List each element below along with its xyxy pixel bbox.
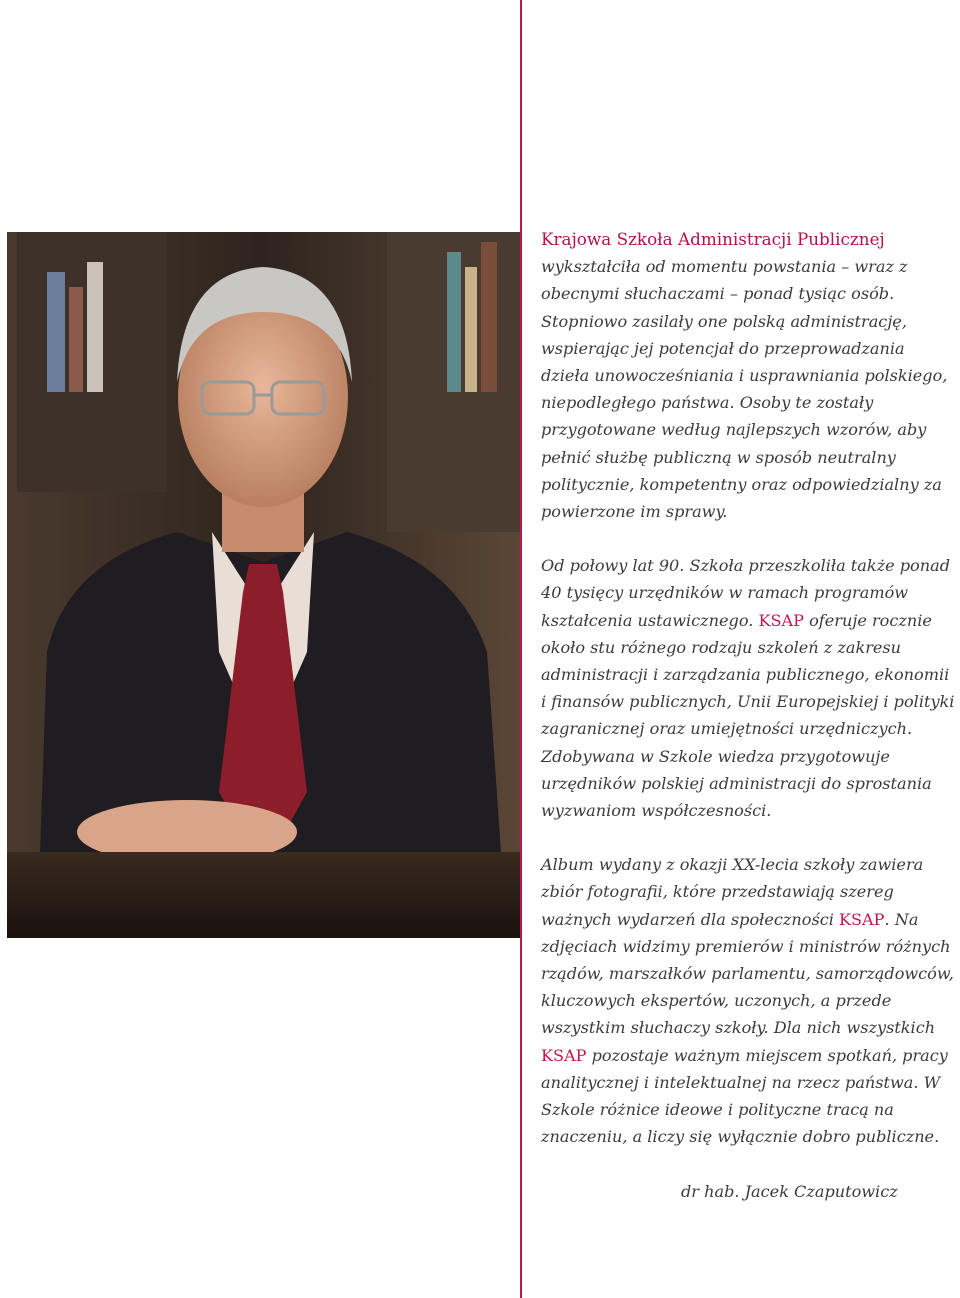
ksap-brand-3: KSAP (541, 1045, 587, 1065)
author-signature: dr hab. Jacek Czaputowicz (681, 1181, 898, 1201)
training-paragraph (541, 552, 956, 824)
training-text-1: Od połowy lat 90. Szkoła przeszkoliła także ponad 40 tysięcy urzędników w ramach programów kształcenia ustawicznego. (541, 556, 950, 630)
text-column (541, 226, 956, 1205)
training-text-2: oferuje rocznie około stu różnego rodzaju szkoleń z zakresu administracji i zarządzania publicznego, ekonomii i finansów publicznych, Unii Europejskiej i polityki zagranicznej oraz umiejętności urzędniczych. Zdobywana w Szkole wiedza przygotowuje urzędników polskiej administracji do sprostania wyzwaniom współczesności. (541, 610, 955, 821)
portrait-photo (7, 232, 520, 938)
school-name-heading: Krajowa Szkoła Administracji Publicznej (541, 229, 885, 249)
ksap-brand-1: KSAP (758, 610, 804, 630)
album-text-2: . Na zdjęciach widzimy premierów i ministrów różnych rządów, marszałków parlamentu, samorządowców, kluczowych ekspertów, uczonych, a przede wszystkim słuchaczy szkoły. Dla nich wszystkich (541, 909, 954, 1038)
intro-body: wykształciła od momentu powstania – wraz z obecnymi słuchaczami – ponad tysiąc osób. Stopniowo zasilały one polską administrację, wspierając jej potencjał do przeprowadzania dzieła unowocześniania i usprawniania polskiego, niepodległego państwa. Osoby te zostały przygotowane według najlepszych wzorów, aby pełnić służbę publiczną w sposób neutralny politycznie, kompetentny oraz odpowiedzialny za powierzone im sprawy. (541, 257, 948, 522)
album-text-3: pozostaje ważnym miejscem spotkań, pracy analitycznej i intelektualnej na rzecz państwa. W Szkole różnice ideowe i polityczne tracą na znaczeniu, a liczy się wyłącznie dobro publiczne. (541, 1045, 948, 1147)
album-paragraph (541, 851, 956, 1150)
vertical-accent-rule (520, 0, 522, 1298)
album-text-1: Album wydany z okazji XX-lecia szkoły zawiera zbiór fotografii, które przedstawiają szereg ważnych wydarzeń dla społeczności (541, 855, 924, 929)
intro-paragraph (541, 226, 956, 525)
ksap-brand-2: KSAP (839, 909, 885, 929)
